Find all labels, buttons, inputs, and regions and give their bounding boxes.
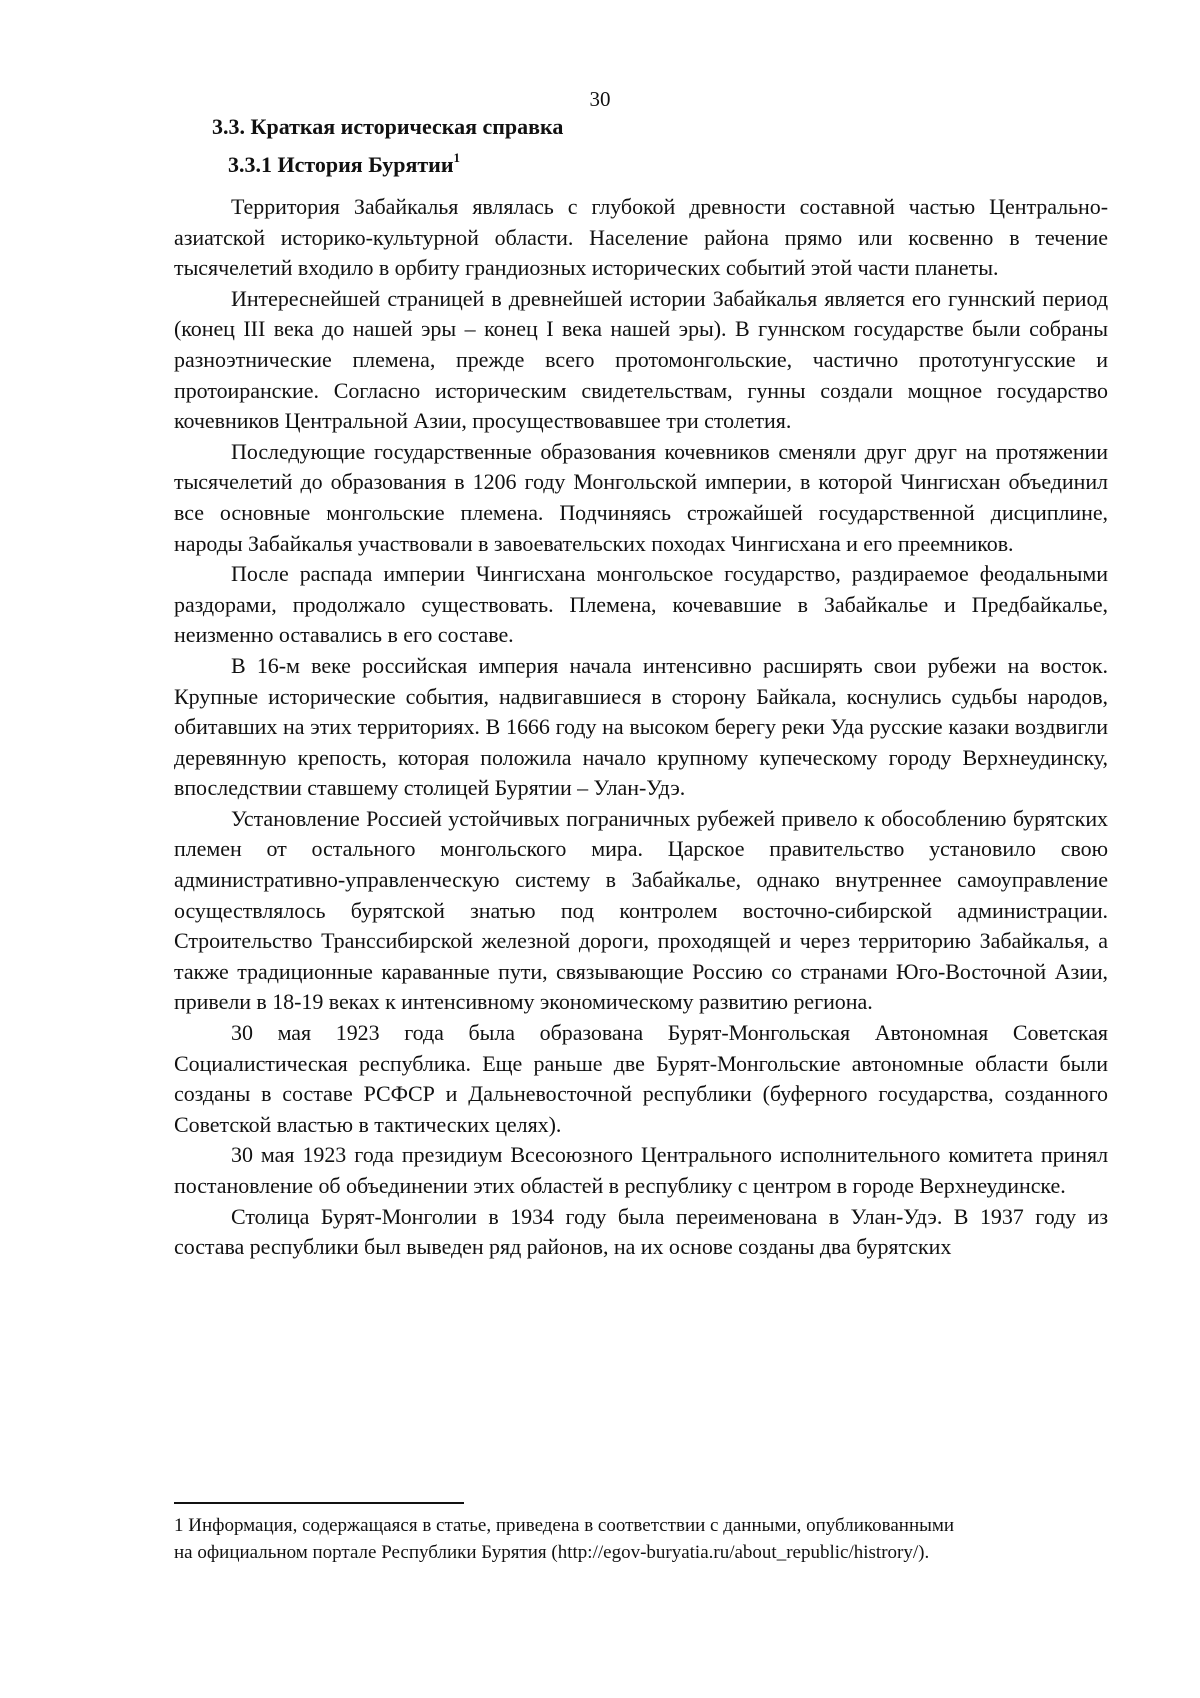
footnote-line-2: на официальном портале Республики Бурятия (http://egov-buryatia.ru/about_republic/histrory/). — [174, 1542, 930, 1563]
paragraph: Территория Забайкалья являлась с глубокой древности составной частью Центрально-азиатской историко-культурной области. Население района прямо или косвенно в течение тысячелетий входило в орбиту грандиозных исторических событий этой части планеты. — [174, 194, 1108, 281]
paragraph: В 16-м веке российская империя начала интенсивно расширять свои рубежи на восток. Крупные исторические события, надвигавшиеся в сторону Байкала, коснулись судьбы народов, обитавших на этих территориях. В 1666 году на высоком берегу реки Уда русские казаки воздвигли деревянную крепость, которая положила начало крупному купеческому городу Верхнеудинску, впоследствии ставшему столицей Бурятии – Улан-Удэ. — [174, 652, 1108, 801]
paragraph: 30 мая 1923 года президиум Всесоюзного Центрального исполнительного комитета принял постановление об объединении этих областей в республику с центром в городе Верхнеудинске. — [174, 1142, 1108, 1198]
paragraph: Интереснейшей страницей в древнейшей истории Забайкалья является его гуннский период (конец III века до нашей эры – конец I века нашей эры). В гуннском государстве были собраны разноэтнические племена, прежде всего протомонгольские, частично прототунгусские и протоиранские. Согласно историческим свидетельствам, гунны создали мощное государство кочевников Центральной Азии, просуществовавшее три столетия. — [174, 285, 1108, 434]
subsection-title-text: 3.3.1 История Бурятии — [228, 152, 454, 177]
footnote-line-1: 1 Информация, содержащаяся в статье, приведена в соответствии с данными, опубликованными — [174, 1515, 955, 1536]
footnote-reference[interactable]: 1 — [453, 149, 460, 165]
subsection-title — [228, 150, 1108, 180]
paragraph: Столица Бурят-Монголии в 1934 году была переименована в Улан-Удэ. В 1937 году из состава республики был выведен ряд районов, на их основе созданы два бурятских — [174, 1203, 1108, 1260]
section-title: 3.3. Краткая историческая справка — [212, 114, 564, 139]
paragraph: 30 мая 1923 года была образована Бурят-Монгольская Автономная Советская Социалистическая республика. Еще раньше две Бурят-Монгольские автономные области были созданы в составе РСФСР и Дальневосточной республики (буферного государства, созданного Советской властью в тактических целях). — [174, 1020, 1108, 1137]
footnote — [174, 1512, 1108, 1566]
paragraph: Последующие государственные образования кочевников сменяли друг друг на протяжении тысячелетий до образования в 1206 году Монгольской империи, в которой Чингисхан объединил все основные монгольские племена. Подчиняясь строжайшей государственной дисциплине, народы Забайкалья участвовали в завоевательских походах Чингисхана и его преемников. — [174, 438, 1108, 556]
page-number: 30 — [589, 87, 611, 111]
document-body — [174, 112, 1108, 1263]
paragraph: После распада империи Чингисхана монгольское государство, раздираемое феодальными раздорами, продолжало существовать. Племена, кочевавшие в Забайкалье и Предбайкалье, неизменно оставались в его составе. — [174, 561, 1108, 648]
footnote-divider — [174, 1502, 464, 1504]
paragraph: Установление Россией устойчивых пограничных рубежей привело к обособлению бурятских племен от остального монгольского мира. Царское правительство установило свою административно-управленческую систему в Забайкалье, однако внутреннее самоуправление осуществлялось бурятской знатью под контролем восточно-сибирской администрации. Строительство Транссибирской железной дороги, проходящей и через территорию Забайкалья, а также традиционные караванные пути, связывающие Россию со странами Юго-Восточной Азии, привели в 18-19 веках к интенсивному экономическому развитию региона. — [174, 805, 1108, 1015]
